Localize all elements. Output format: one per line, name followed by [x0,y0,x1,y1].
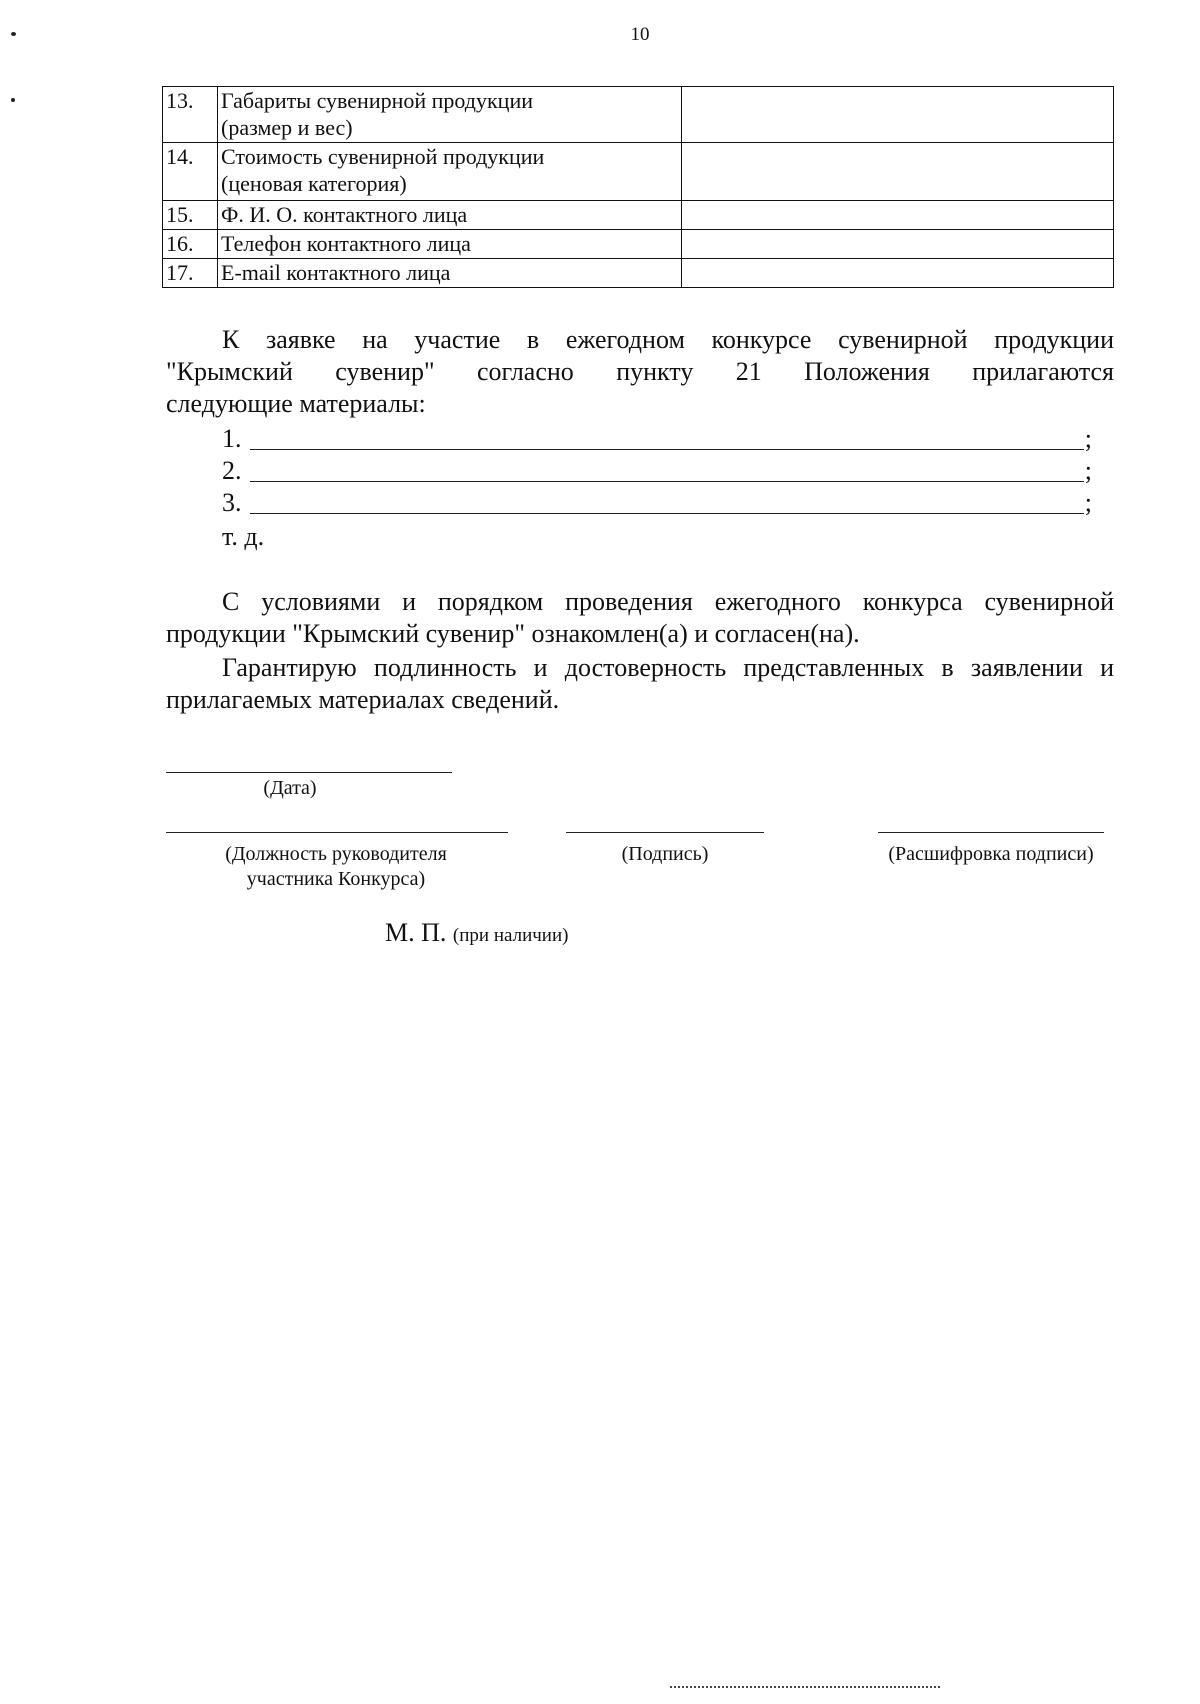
signature-decoding-caption: (Расшифровка подписи) [888,843,1094,865]
row-label: E-mail контактного лица [218,259,682,288]
list-item-number: 2. [222,456,242,485]
stamp-note: (при наличии) [452,925,569,946]
row-number: 15. [163,201,218,230]
row-label: Ф. И. О. контактного лица [218,201,682,230]
attachments-intro-line: "Крымский сувенир" согласно пункту 21 Положения прилагаются [166,357,1114,386]
attachments-list [222,424,1092,554]
row-value-field[interactable] [682,230,1114,259]
list-etc: т. д. [222,522,265,551]
page-number: 10 [630,24,650,45]
table-row [163,143,1114,201]
list-item-end: ; [1084,424,1092,453]
row-label: Телефон контактного лица [218,230,682,259]
row-number: 17. [163,259,218,288]
list-item [222,488,1092,520]
row-value-field[interactable] [682,87,1114,143]
list-item-number: 3. [222,488,242,517]
table-row [163,230,1114,259]
attachments-intro-line: К заявке на участие в ежегодном конкурсе сувенирной продукции [222,325,1114,354]
application-form-table [162,86,1114,288]
signature-caption: (Подпись) [621,843,709,865]
attachment-entry-field[interactable] [250,513,1084,514]
attachment-entry-field[interactable] [250,481,1084,482]
row-label: Стоимость сувенирной продукции (ценовая категория) [218,143,682,201]
list-item-number: 1. [222,424,242,453]
row-number: 16. [163,230,218,259]
scan-speck [11,98,15,102]
row-number: 14. [163,143,218,201]
signature-decoding-field[interactable] [878,832,1104,833]
attachment-entry-field[interactable] [250,449,1084,450]
row-label: Габариты сувенирной продукции (размер и вес) [218,87,682,143]
row-value-field[interactable] [682,143,1114,201]
attachments-intro [166,324,1114,420]
signature-field[interactable] [566,832,764,833]
table-row [163,201,1114,230]
agreement-paragraph: С условиями и порядком проведения ежегодного конкурса сувенирной продукции "Крымский сувенир" ознакомлен(а) и согласен(на). [166,587,1114,648]
guarantee-paragraph: Гарантирую подлинность и достоверность представленных в заявлении и прилагаемых материалах сведений. [166,653,1114,714]
date-caption: (Дата) [263,777,317,799]
list-item-end: ; [1084,488,1092,517]
list-item-end: ; [1084,456,1092,485]
list-item [222,456,1092,488]
stamp-label: М. П. [385,918,447,947]
list-item [222,424,1092,456]
table-row [163,87,1114,143]
table-row [163,259,1114,288]
attachments-intro-line: следующие материалы: [166,389,426,418]
position-field[interactable] [166,832,508,833]
scan-artifact [670,1686,940,1691]
row-value-field[interactable] [682,259,1114,288]
position-caption: (Должность руководителя участника Конкурса) [225,843,447,890]
stamp-placeholder [385,918,568,948]
row-number: 13. [163,87,218,143]
row-value-field[interactable] [682,201,1114,230]
date-field[interactable] [166,772,452,773]
